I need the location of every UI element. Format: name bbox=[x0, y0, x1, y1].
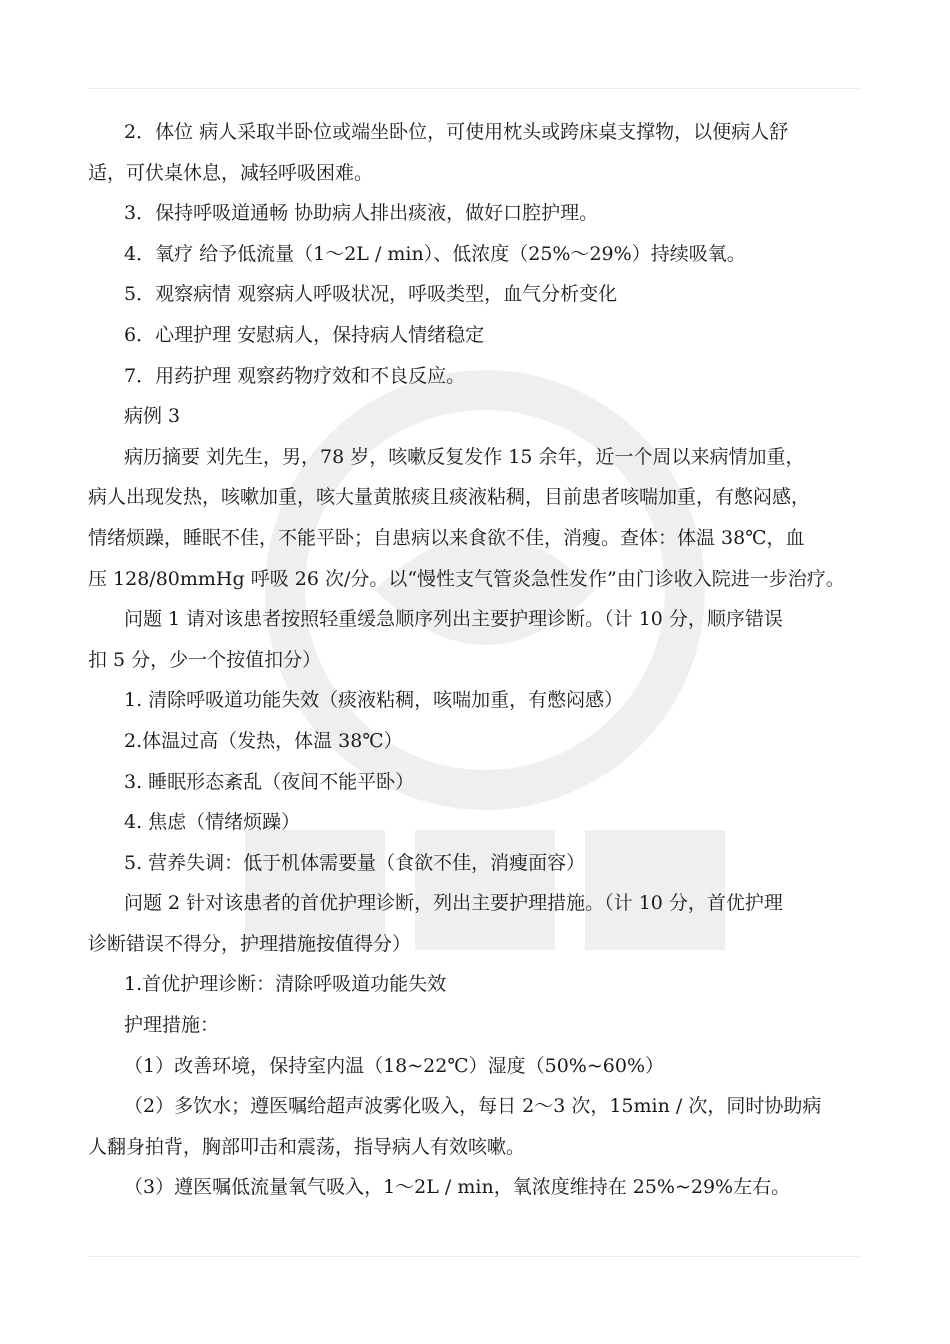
text-line: 情绪烦躁，睡眠不佳，不能平卧；自患病以来食欲不佳，消瘦。查体：体温 38℃，血 bbox=[88, 526, 805, 549]
question-line: 问题 2 针对该患者的首优护理诊断，列出主要护理措施。（计 10 分，首优护理 bbox=[124, 892, 783, 915]
text-line: 6．心理护理 安慰病人，保持病人情绪稳定 bbox=[124, 323, 485, 346]
text-line: 3．保持呼吸道通畅 协助病人排出痰液，做好口腔护理。 bbox=[124, 202, 599, 225]
list-item: （2）多饮水；遵医嘱给超声波雾化吸入，每日 2～3 次，15min / 次，同时协助病 bbox=[124, 1095, 822, 1118]
document-body bbox=[88, 112, 868, 1208]
list-item: 2.体温过高（发热，体温 38℃） bbox=[124, 729, 403, 752]
text-line: 7．用药护理 观察药物疗效和不良反应。 bbox=[124, 364, 466, 387]
list-item: （3）遵医嘱低流量氧气吸入，1～2L / min，氧浓度维持在 25%~29%左右。 bbox=[124, 1176, 791, 1199]
text-line: 护理措施： bbox=[124, 1014, 220, 1037]
text-line: 诊断错误不得分，护理措施按值得分） bbox=[88, 932, 412, 955]
list-item: 3. 睡眠形态紊乱（夜间不能平卧） bbox=[124, 770, 415, 793]
list-item: （1）改善环境，保持室内温（18~22℃）湿度（50%~60%） bbox=[124, 1054, 664, 1077]
text-line: 扣 5 分，少一个按值扣分） bbox=[88, 648, 322, 671]
footer-rule bbox=[88, 1256, 860, 1257]
list-item: 4. 焦虑（情绪烦躁） bbox=[124, 811, 301, 834]
text-line: 人翻身拍背，胸部叩击和震荡，指导病人有效咳嗽。 bbox=[88, 1135, 526, 1158]
list-item: 5. 营养失调：低于机体需要量（食欲不佳，消瘦面容） bbox=[124, 851, 586, 874]
case-heading: 病例 3 bbox=[124, 405, 181, 428]
text-line: 1.首优护理诊断：清除呼吸道功能失效 bbox=[124, 973, 447, 996]
list-item: 1. 清除呼吸道功能失效（痰液粘稠，咳喘加重，有憋闷感） bbox=[124, 689, 624, 712]
text-line: 5．观察病情 观察病人呼吸状况，呼吸类型，血气分析变化 bbox=[124, 283, 618, 306]
header-rule bbox=[88, 88, 860, 89]
text-line: 压 128/80mmHg 呼吸 26 次/分。以“慢性支气管炎急性发作”由门诊收入院进一步治疗。 bbox=[88, 567, 845, 590]
text-line: 适，可伏桌休息，减轻呼吸困难。 bbox=[88, 161, 374, 184]
text-line: 病历摘要 刘先生，男，78 岁，咳嗽反复发作 15 余年，近一个周以来病情加重， bbox=[124, 445, 805, 468]
text-line: 2．体位 病人采取半卧位或端坐卧位，可使用枕头或跨床桌支撑物，以便病人舒 bbox=[124, 121, 789, 143]
text-line: 4．氧疗 给予低流量（1～2L / min）、低浓度（25%～29%）持续吸氧。 bbox=[124, 242, 746, 265]
text-line: 病人出现发热，咳嗽加重，咳大量黄脓痰且痰液粘稠，目前患者咳喘加重，有憋闷感， bbox=[88, 486, 811, 509]
question-line: 问题 1 请对该患者按照轻重缓急顺序列出主要护理诊断。（计 10 分，顺序错误 bbox=[124, 608, 783, 631]
